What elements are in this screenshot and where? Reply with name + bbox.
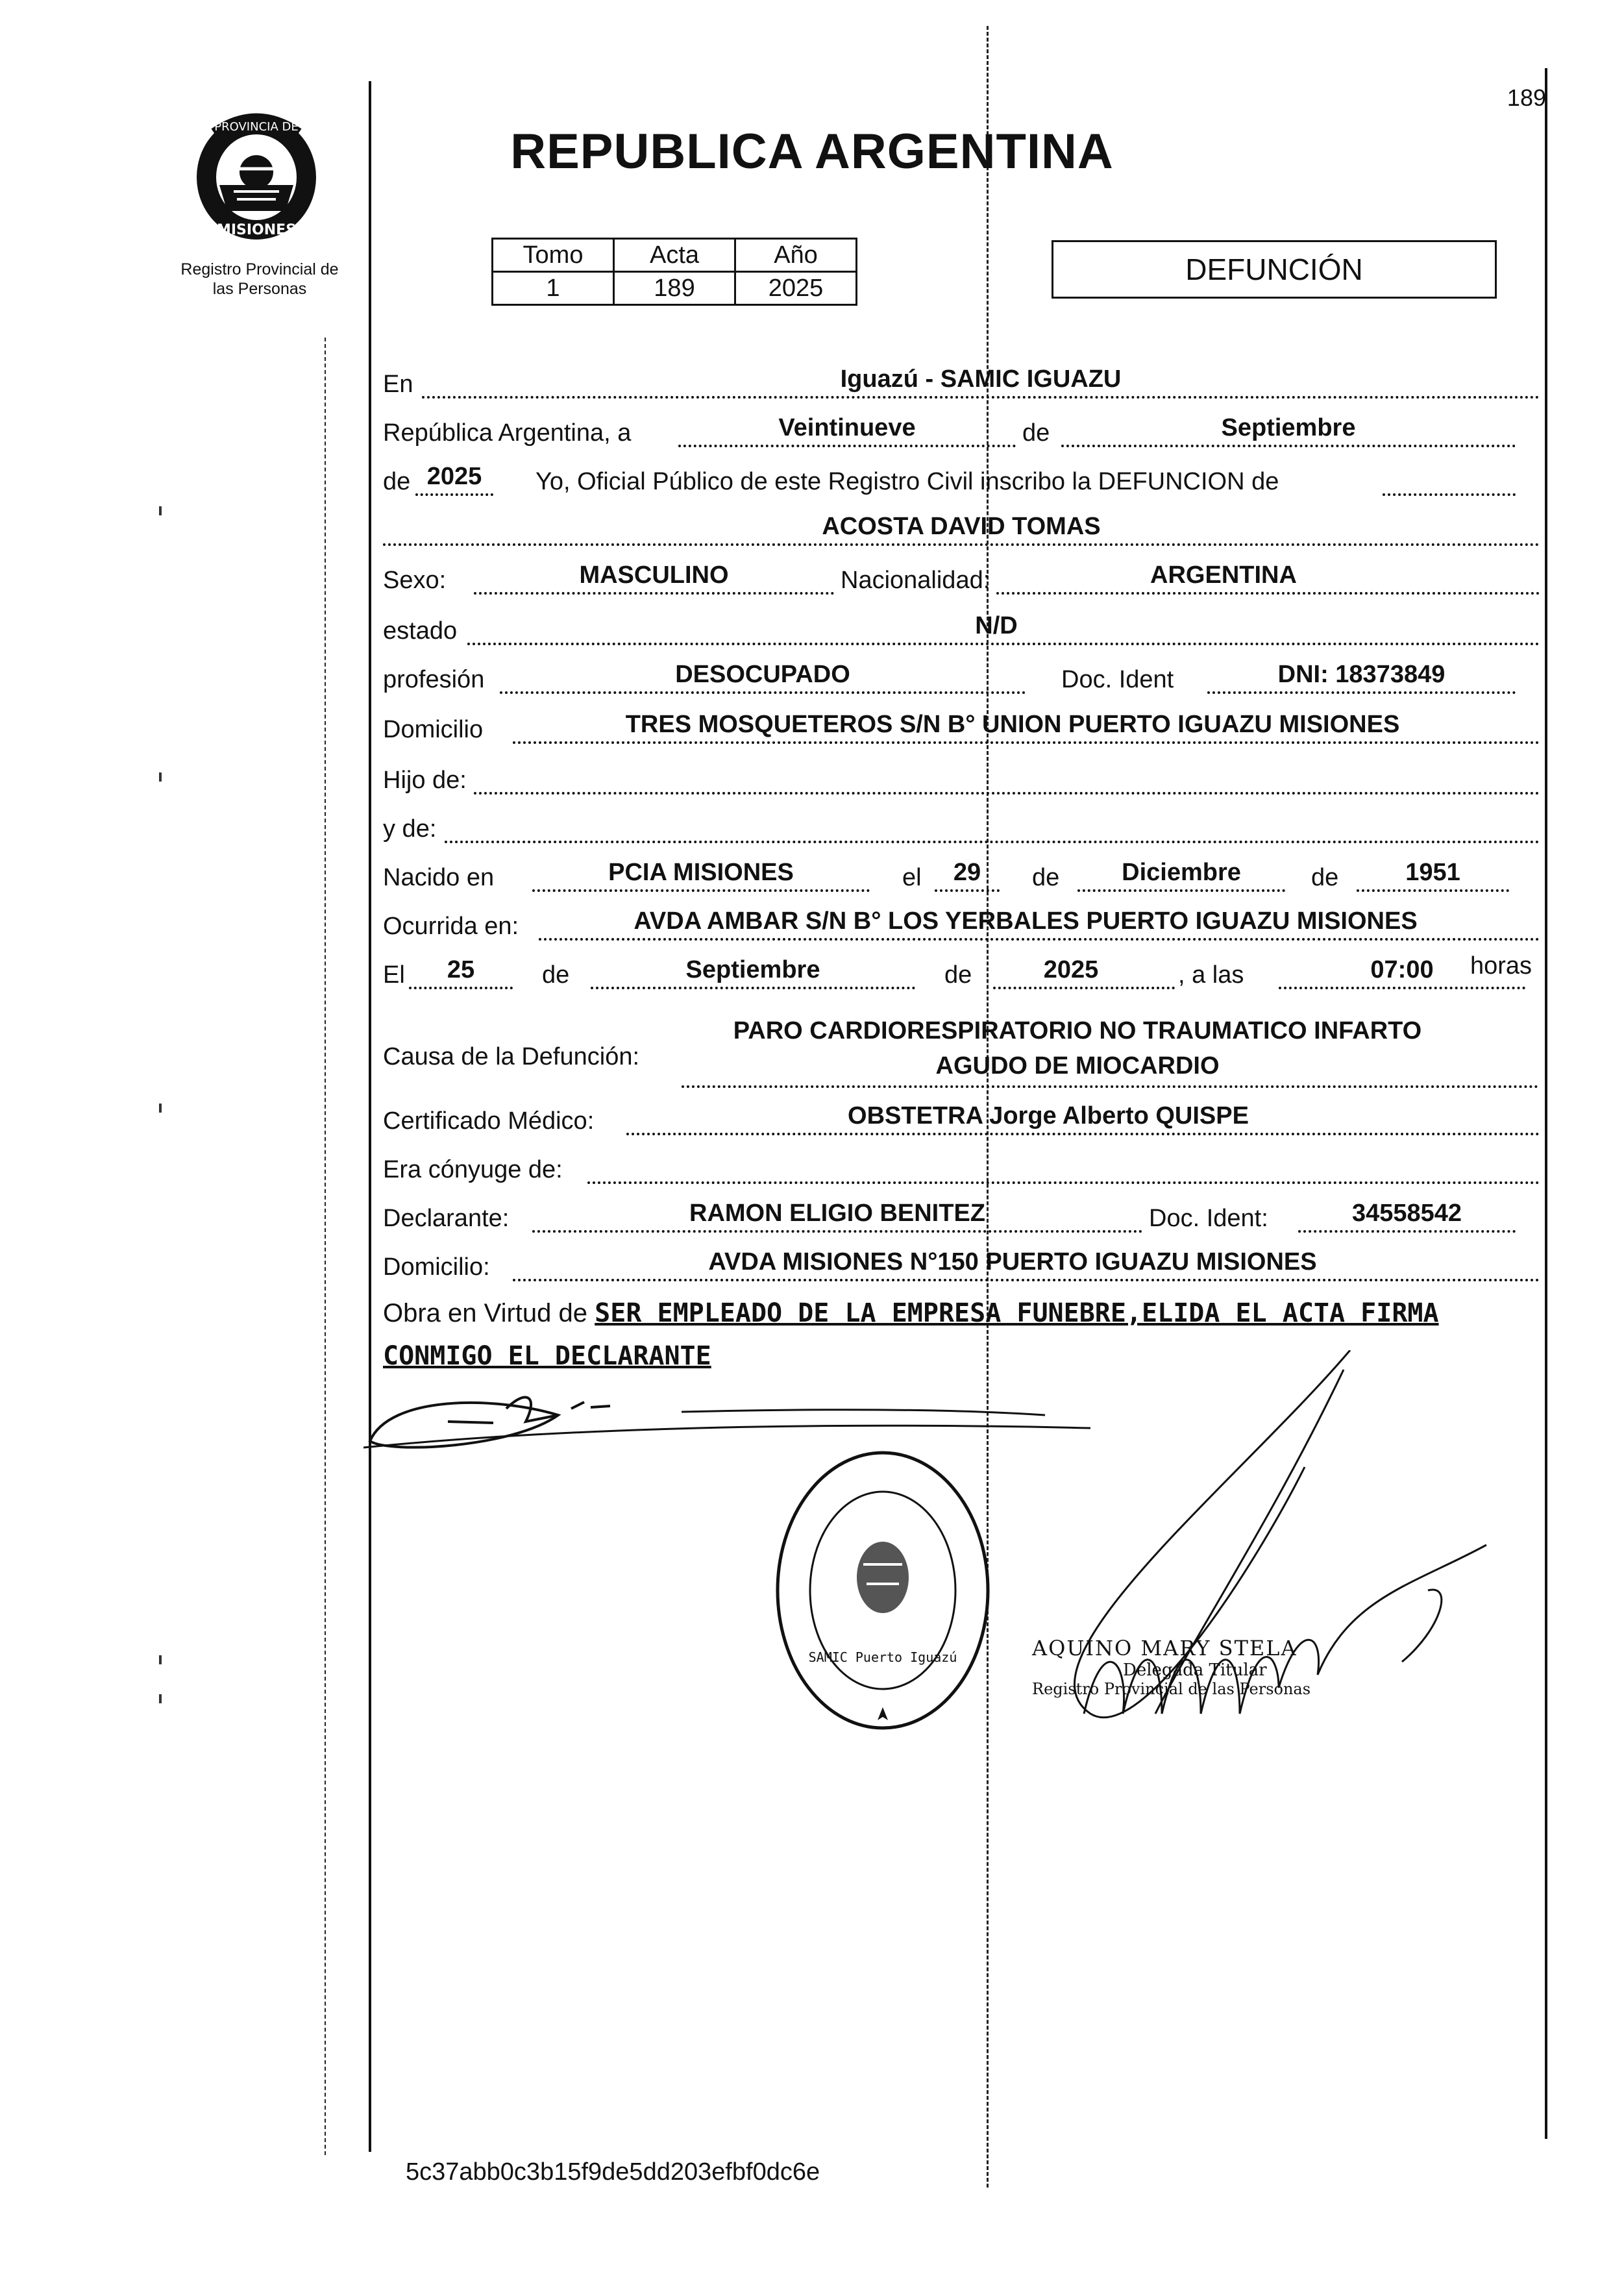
nacido-mes-value: Diciembre (1122, 859, 1241, 886)
dia-value: Veintinueve (778, 414, 916, 441)
signer-role: Delegada Titular (1123, 1660, 1267, 1680)
fall-mes-value: Septiembre (685, 956, 820, 983)
doc-ident-label: Doc. Ident (1061, 666, 1174, 693)
fall-dia-value: 25 (447, 956, 475, 983)
official-stamp (772, 1448, 993, 1733)
row-conyuge (383, 1149, 1540, 1188)
row-hijo (383, 759, 1540, 798)
yde-label: y de: (383, 815, 437, 843)
row-inscribo (383, 461, 1540, 500)
row-profesion (383, 659, 1540, 698)
obra-label: Obra en Virtud de (383, 1299, 588, 1327)
row-domicilio (383, 709, 1540, 748)
acta-value: 189 (614, 272, 735, 305)
nacido-anio-value: 1951 (1405, 859, 1460, 886)
de-label: de (1022, 419, 1050, 447)
doc-ident-label-2: Doc. Ident: (1149, 1205, 1268, 1232)
alas-label: , a las (1178, 961, 1244, 989)
sexo-label: Sexo: (383, 567, 447, 594)
ocurrida-value: AVDA AMBAR S/N B° LOS YERBALES PUERTO IGUAZU MISIONES (634, 907, 1418, 935)
conyuge-field (587, 1148, 1540, 1184)
row-fallecimiento (383, 954, 1540, 993)
inscribo-text: Yo, Oficial Público de este Registro Civil inscribo la DEFUNCION de (535, 468, 1279, 495)
republica-label: República Argentina, a (383, 419, 632, 447)
row-nombre (383, 511, 1540, 550)
registry-label-line1: Registro Provincial de (180, 260, 339, 278)
row-certificado (383, 1100, 1540, 1139)
profesion-label: profesión (383, 666, 485, 693)
causa-label: Causa de la Defunción: (383, 1043, 640, 1070)
declarante-domicilio-value: AVDA MISIONES N°150 PUERTO IGUAZU MISIONES (708, 1248, 1317, 1276)
row-causa (383, 1006, 1538, 1097)
declarante-doc-value: 34558542 (1351, 1200, 1462, 1227)
tomo-value: 1 (493, 272, 614, 305)
nacido-label: Nacido en (383, 864, 495, 891)
de-label-6: de (944, 961, 972, 989)
nacido-dia-value: 29 (953, 859, 981, 886)
causa-field (682, 1084, 1538, 1088)
svg-text:PROVINCIA DE: PROVINCIA DE (214, 120, 299, 134)
mes-value: Septiembre (1221, 414, 1356, 441)
nacido-lugar-value: PCIA MISIONES (608, 859, 794, 886)
row-ocurrida (383, 906, 1540, 944)
el-label: el (902, 864, 922, 891)
declarante-value: RAMON ELIGIO BENITEZ (689, 1200, 985, 1227)
estado-value: N/D (975, 612, 1018, 639)
anio-value: 2025 (735, 272, 857, 305)
scan-mark (159, 772, 162, 782)
profesion-value: DESOCUPADO (675, 661, 850, 688)
en-value: Iguazú - SAMIC IGUAZU (840, 365, 1122, 393)
scan-mark (159, 1694, 162, 1703)
right-margin-line (1545, 68, 1547, 2139)
en-label: En (383, 371, 413, 398)
hijo-label: Hijo de: (383, 767, 467, 794)
doc-ident-value: DNI: 18373849 (1277, 661, 1446, 688)
conyuge-label: Era cónyuge de: (383, 1156, 563, 1183)
row-declarante (383, 1198, 1540, 1237)
estado-label: estado (383, 617, 458, 645)
signer-name: AQUINO MARY STELA (1032, 1636, 1298, 1660)
de-label-5: de (542, 961, 570, 989)
hijo-field (474, 758, 1540, 795)
nombre-value: ACOSTA DAVID TOMAS (822, 513, 1101, 540)
scan-mark (159, 1655, 162, 1664)
nacionalidad-label: Nacionalidad: (841, 567, 990, 594)
left-margin-line (369, 81, 371, 2152)
signer-block (1032, 1636, 1396, 1698)
fall-anio-value: 2025 (1043, 956, 1099, 983)
fall-hora-value: 07:00 (1370, 956, 1434, 983)
de-label-3: de (1032, 864, 1060, 891)
svg-text:SAMIC Puerto Iguazú: SAMIC Puerto Iguazú (808, 1649, 957, 1665)
certificado-label: Certificado Médico: (383, 1107, 595, 1135)
acta-header: Acta (614, 239, 735, 272)
signer-office: Registro Provincial de las Personas (1032, 1680, 1311, 1698)
scan-mark (159, 506, 162, 515)
de-label-2: de (383, 468, 411, 495)
document-title: REPUBLICA ARGENTINA (510, 124, 1114, 179)
domicilio-label-2: Domicilio: (383, 1253, 490, 1281)
causa-line1: PARO CARDIORESPIRATORIO NO TRAUMATICO INFARTO (733, 1017, 1422, 1044)
page-number: 189 (1507, 84, 1546, 111)
sexo-value: MASCULINO (579, 561, 729, 589)
record-table (491, 238, 857, 306)
row-estado (383, 610, 1540, 649)
row-en (383, 364, 1540, 402)
row-sexo (383, 560, 1540, 598)
declarante-label: Declarante: (383, 1205, 510, 1232)
certificado-value: OBSTETRA Jorge Alberto QUISPE (848, 1102, 1249, 1129)
horas-label: horas (1470, 952, 1532, 980)
inscribo-field (1383, 460, 1516, 496)
obra-value: SER EMPLEADO DE LA EMPRESA FUNEBRE,ELIDA EL ACTA FIRMA CONMIGO EL DECLARANTE (383, 1298, 1439, 1371)
row-nacido (383, 857, 1540, 896)
row-yde (383, 808, 1540, 847)
anio-header: Año (735, 239, 857, 272)
yde-field (445, 807, 1540, 843)
domicilio-label: Domicilio (383, 716, 484, 743)
de-label-4: de (1311, 864, 1339, 891)
registry-label (156, 260, 363, 299)
ocurrida-label: Ocurrida en: (383, 913, 519, 940)
anio-inscripcion-value: 2025 (426, 463, 482, 490)
tomo-header: Tomo (493, 239, 614, 272)
record-type-box: DEFUNCIÓN (1052, 240, 1497, 299)
domicilio-value: TRES MOSQUETEROS S/N B° UNION PUERTO IGUAZU MISIONES (625, 711, 1400, 738)
row-domicilio-declarante (383, 1246, 1540, 1285)
el-label-2: El (383, 961, 405, 989)
row-fecha (383, 412, 1540, 451)
document-hash: 5c37abb0c3b15f9de5dd203efbf0dc6e (406, 2158, 820, 2186)
causa-line2: AGUDO DE MIOCARDIO (935, 1052, 1220, 1079)
nacionalidad-value: ARGENTINA (1150, 561, 1297, 589)
scan-mark (159, 1104, 162, 1113)
svg-text:MISIONES: MISIONES (216, 222, 297, 238)
registry-label-line2: las Personas (212, 280, 307, 298)
left-fold-line (325, 338, 326, 2155)
